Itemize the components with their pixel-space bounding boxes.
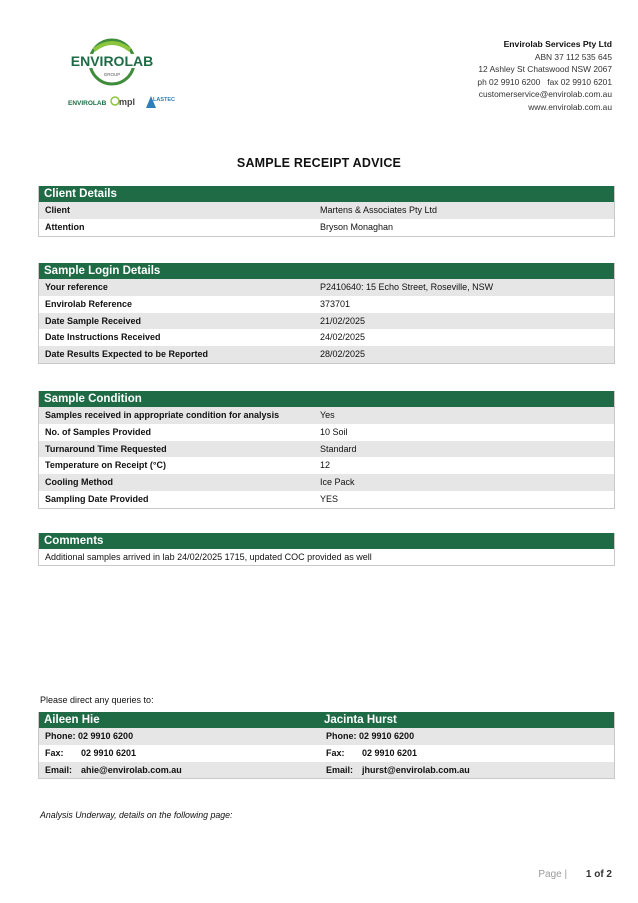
row-value: YES xyxy=(320,493,339,504)
detail-row xyxy=(39,279,614,296)
sample-condition-section xyxy=(38,391,615,509)
detail-row xyxy=(39,346,614,363)
company-address: 12 Ashley St Chatswood NSW 2067 xyxy=(478,64,612,75)
row-value: Standard xyxy=(320,443,357,454)
row-value: 21/02/2025 xyxy=(320,315,366,326)
company-name: Envirolab Services Pty Ltd xyxy=(503,39,612,49)
contact-email[interactable]: jhurst@envirolab.com.au xyxy=(362,764,470,775)
contact-email[interactable]: ahie@envirolab.com.au xyxy=(81,764,182,775)
sample-condition-heading: Sample Condition xyxy=(39,391,614,407)
row-label: Turnaround Time Requested xyxy=(45,443,167,454)
contact-name: Aileen Hie xyxy=(44,714,100,726)
row-value: 12 xyxy=(320,460,331,471)
page-number: 1 of 2 xyxy=(585,869,612,880)
row-label: Sampling Date Provided xyxy=(45,493,149,504)
detail-row xyxy=(39,407,614,424)
contact-fax: 02 9910 6201 xyxy=(362,747,418,758)
phone-label: Phone: xyxy=(326,731,357,741)
fax-label: Fax: xyxy=(326,747,345,758)
brand-mpl: mpl xyxy=(119,97,136,107)
brand-lastec: LASTEC xyxy=(153,97,175,103)
comments-text: Additional samples arrived in lab 24/02/2025 1715, updated COC provided as well xyxy=(45,552,372,562)
detail-row xyxy=(39,457,614,474)
client-details-heading: Client Details xyxy=(39,186,614,202)
page-title: SAMPLE RECEIPT ADVICE xyxy=(236,156,402,170)
logo-sub-text: GROUP xyxy=(103,72,121,77)
mpl-leaf-icon xyxy=(111,97,119,105)
email-label: Email: xyxy=(45,764,73,775)
detail-row xyxy=(39,313,614,330)
detail-row xyxy=(39,296,614,313)
page-footer xyxy=(538,869,612,880)
contacts-table xyxy=(38,712,615,779)
row-value: Martens & Associates Pty Ltd xyxy=(320,205,438,215)
contact-row xyxy=(39,762,614,779)
contact-fax: 02 9910 6201 xyxy=(81,747,137,758)
row-value: Yes xyxy=(320,410,335,420)
queries-label: Please direct any queries to: xyxy=(40,695,154,705)
row-label: Date Results Expected to be Reported xyxy=(45,349,209,360)
row-label: Date Instructions Received xyxy=(45,332,161,343)
detail-row xyxy=(39,202,614,219)
row-value: 373701 xyxy=(320,298,351,309)
row-value: 28/02/2025 xyxy=(320,349,366,360)
contact-phone: 02 9910 6200 xyxy=(78,731,134,741)
contact-phone: 02 9910 6200 xyxy=(359,731,415,741)
sample-login-heading: Sample Login Details xyxy=(39,263,614,279)
company-website[interactable]: www.envirolab.com.au xyxy=(528,101,612,112)
contacts-header xyxy=(39,712,614,728)
company-abn: ABN 37 112 535 645 xyxy=(534,51,612,62)
detail-row xyxy=(39,474,614,491)
page-label: Page | xyxy=(538,869,568,880)
row-value: P2410640: 15 Echo Street, Roseville, NSW xyxy=(320,282,494,292)
detail-row xyxy=(39,424,614,441)
row-value: 24/02/2025 xyxy=(320,332,366,343)
row-label: Cooling Method xyxy=(45,477,113,488)
sample-login-section xyxy=(38,263,615,364)
fax-label: Fax: xyxy=(45,747,64,758)
detail-row xyxy=(39,219,614,236)
envirolab-group-logo xyxy=(64,32,214,117)
detail-row xyxy=(39,329,614,346)
row-label: Your reference xyxy=(45,282,108,292)
company-email[interactable]: customerservice@envirolab.com.au xyxy=(478,89,612,100)
row-label: No. of Samples Provided xyxy=(45,426,152,437)
row-value: 10 Soil xyxy=(320,426,348,437)
comments-heading: Comments xyxy=(39,533,614,549)
contact-row xyxy=(39,728,614,745)
comments-section xyxy=(38,533,615,566)
detail-row xyxy=(39,441,614,458)
row-label: Samples received in appropriate condition for analysis xyxy=(45,410,280,420)
row-label: Attention xyxy=(45,221,85,232)
row-value: Ice Pack xyxy=(320,477,355,488)
client-details-section xyxy=(38,186,615,237)
logo-main-text: ENVIROLAB xyxy=(70,53,154,69)
contact-name: Jacinta Hurst xyxy=(324,714,397,726)
row-label: Client xyxy=(45,205,71,215)
row-label: Envirolab Reference xyxy=(45,298,133,309)
row-value: Bryson Monaghan xyxy=(320,221,394,232)
company-phone-fax: ph 02 9910 6200 fax 02 9910 6201 xyxy=(477,76,612,87)
contact-row xyxy=(39,745,614,762)
company-details xyxy=(477,38,612,114)
analysis-note: Analysis Underway, details on the following page: xyxy=(40,810,233,820)
email-label: Email: xyxy=(326,764,354,775)
detail-row xyxy=(39,491,614,508)
brand-envirolab: ENVIROLAB xyxy=(68,100,107,107)
row-label: Temperature on Receipt (°C) xyxy=(45,460,166,471)
row-label: Date Sample Received xyxy=(45,315,142,326)
phone-label: Phone: xyxy=(45,731,76,741)
